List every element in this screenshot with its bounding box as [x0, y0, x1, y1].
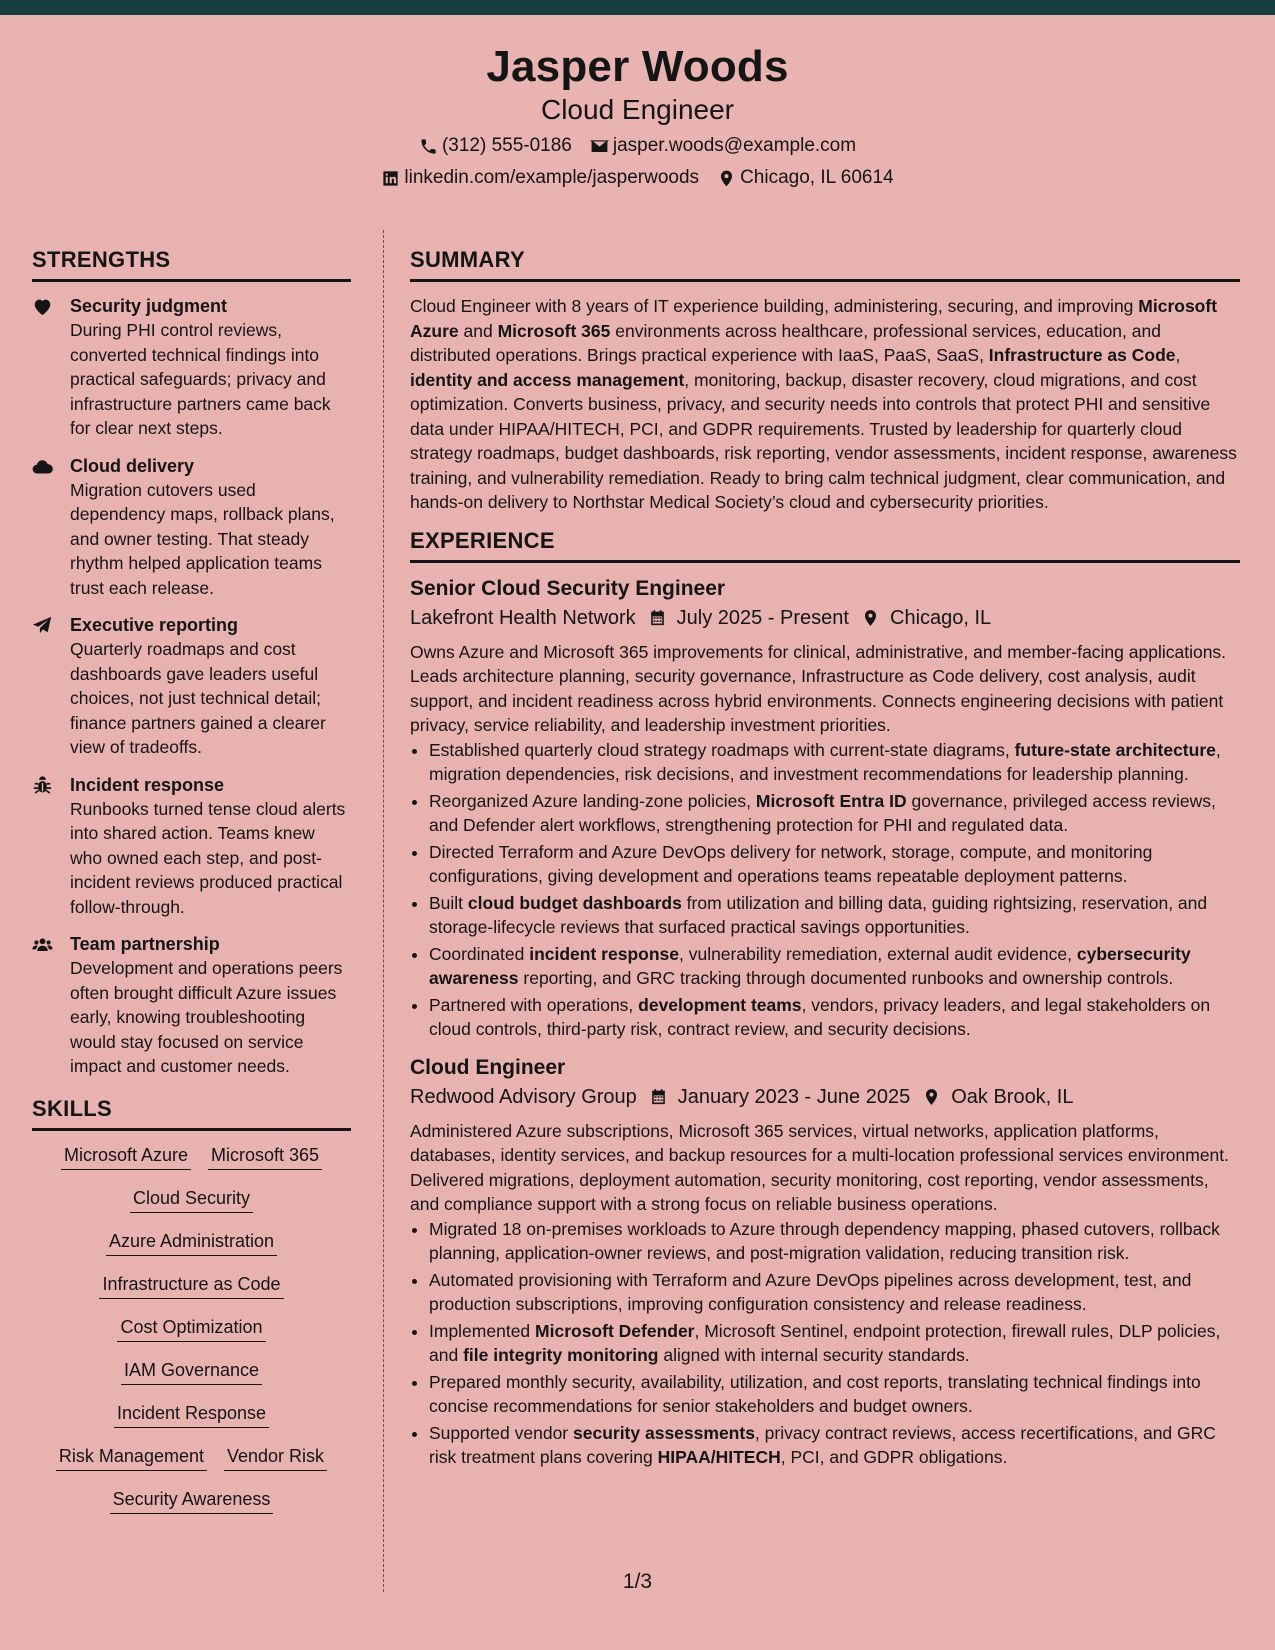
- text-run: Cloud Engineer with 8 years of IT experience building, administering, securing, and improving: [410, 296, 1139, 316]
- job-dates: July 2025 - Present: [676, 606, 849, 629]
- job-title: Cloud Engineer: [410, 1055, 566, 1079]
- strength-description: Runbooks turned tense cloud alerts into shared action. Teams knew who owned each step, and post-incident reviews produced practical follow-through.: [70, 798, 346, 917]
- text-run: aligned with internal security standards.: [658, 1345, 970, 1365]
- calendar-icon: [649, 1087, 668, 1107]
- job-location: Chicago, IL: [890, 606, 992, 629]
- text-run: Built: [429, 892, 468, 913]
- candidate-title: Cloud Engineer: [540, 94, 735, 125]
- linkedin-contact[interactable]: [381, 167, 699, 189]
- bold-phrase: identity and access management: [410, 369, 685, 390]
- skills-heading: SKILLS: [32, 1095, 351, 1131]
- job-meta: [410, 603, 1240, 633]
- company-name: Redwood Advisory Group: [410, 1085, 637, 1108]
- skill-tag: Cost Optimization: [117, 1315, 265, 1342]
- job-bullet: [429, 942, 1240, 991]
- job-bullets: [410, 738, 1240, 1042]
- column-divider: [383, 230, 384, 1592]
- job-bullet: [429, 1217, 1240, 1266]
- text-run: Directed Terraform and Azure DevOps delivery for network, storage, compute, and monitoring configurations, giving development and operations teams repeatable deployment patterns.: [429, 841, 1153, 886]
- text-run: from utilization and billing data, guiding rightsizing, reservation, and storage-lifecycle reviews that surfaced practical savings opportunities.: [429, 892, 1208, 937]
- skill-tag: IAM Governance: [121, 1358, 262, 1385]
- experience-heading: EXPERIENCE: [410, 527, 1240, 563]
- job-meta: [410, 1082, 1240, 1112]
- text-run: , migration dependencies, risk decisions, and investment recommendations for leadership planning.: [429, 739, 1221, 784]
- job-bullet: [429, 1268, 1240, 1317]
- job-bullet: [429, 891, 1240, 940]
- envelope-icon: [590, 137, 609, 156]
- skill-tag: Security Awareness: [110, 1487, 274, 1514]
- text-run: Prepared monthly security, availability, utilization, and cost reports, translating technical findings into concise recommendations for senior stakeholders and budget owners.: [429, 1371, 1201, 1416]
- job-title: Senior Cloud Security Engineer: [410, 576, 726, 600]
- text-run: governance, privileged access reviews, and Defender alert workflows, strengthening protection for PHI and regulated data.: [429, 790, 1216, 835]
- bold-phrase: Microsoft Entra ID: [755, 790, 907, 811]
- skill-row: [32, 1186, 351, 1213]
- right-column: [410, 246, 1240, 1472]
- bold-phrase: cloud budget dashboards: [467, 892, 682, 913]
- text-run: , vulnerability remediation, external audit evidence,: [678, 943, 1077, 964]
- skills-list: [32, 1143, 351, 1514]
- strength-item: [32, 454, 351, 601]
- map-pin-icon: [922, 1087, 941, 1107]
- email-text: jasper.woods@example.com: [612, 135, 857, 156]
- job-dates: January 2023 - June 2025: [677, 1085, 911, 1108]
- bug-icon: [32, 773, 70, 920]
- resume-header: [0, 15, 1275, 205]
- bold-phrase: file integrity monitoring: [463, 1345, 659, 1365]
- job-description: Owns Azure and Microsoft 365 improvements for clinical, administrative, and member-facing applications. Leads architecture planning, security governance, Infrastructure as Code delivery, cost analysis, audit support, and incident readiness across hybrid environments. Connects engineering decisions with patient privacy, service reliability, and leadership investment priorities.: [410, 641, 1227, 735]
- job-bullets: [410, 1217, 1240, 1470]
- contact-row-1: [0, 135, 1275, 157]
- strength-title: Security judgment: [70, 296, 228, 316]
- strength-description: During PHI control reviews, converted technical findings into practical safeguards; privacy and infrastructure partners came back for clear next steps.: [70, 320, 331, 438]
- strength-title: Team partnership: [70, 934, 220, 954]
- text-run: , privacy contract reviews, access recertifications, and GRC risk treatment plans covering: [429, 1422, 1216, 1467]
- bold-phrase: future-state architecture: [1014, 739, 1216, 760]
- text-run: Reorganized Azure landing-zone policies,: [429, 790, 756, 811]
- strength-item: [32, 294, 351, 441]
- skill-row: [32, 1487, 351, 1514]
- skill-row: [32, 1315, 351, 1342]
- calendar-icon: [648, 608, 667, 628]
- strength-title: Incident response: [70, 774, 225, 795]
- bold-phrase: Microsoft 365: [497, 320, 611, 341]
- skill-row: [32, 1358, 351, 1385]
- strength-item: [32, 932, 351, 1079]
- email-contact[interactable]: [590, 135, 856, 157]
- contact-row-2: [0, 167, 1275, 189]
- text-run: Implemented: [429, 1320, 536, 1341]
- linkedin-icon: [381, 169, 400, 188]
- skill-tag: Risk Management: [56, 1444, 207, 1471]
- users-icon: [32, 932, 70, 1079]
- map-pin-icon: [861, 608, 880, 628]
- text-run: Supported vendor: [429, 1422, 573, 1443]
- job-bullet: [429, 789, 1240, 838]
- bold-phrase: development teams: [638, 994, 802, 1015]
- skill-row: [32, 1444, 351, 1471]
- text-run: environments across healthcare, professional services, education, and distributed operations. Brings practical experience with IaaS, PaaS, SaaS,: [410, 320, 1161, 365]
- strength-description: Migration cutovers used dependency maps, rollback plans, and owner testing. That steady rhythm helped application teams trust each release.: [70, 479, 335, 598]
- job-bullet: [429, 1319, 1240, 1368]
- skill-row: [32, 1272, 351, 1299]
- phone-text: (312) 555-0186: [441, 135, 572, 156]
- phone-contact[interactable]: [419, 135, 572, 157]
- bold-phrase: security assessments: [573, 1422, 755, 1443]
- job-bullet: [429, 1421, 1240, 1470]
- bold-phrase: cybersecurity awareness: [429, 943, 1191, 988]
- experience-list: [410, 575, 1240, 1470]
- job-bullet: [429, 993, 1240, 1042]
- text-run: and: [458, 320, 498, 341]
- page-number: 1/3: [622, 1570, 653, 1593]
- top-accent-bar: [0, 0, 1275, 15]
- skill-row: [32, 1229, 351, 1256]
- skill-tag: Incident Response: [114, 1401, 269, 1428]
- heart-icon: [32, 294, 70, 441]
- summary-text: [410, 294, 1240, 515]
- job-bullet: [429, 840, 1240, 889]
- job-bullet: [429, 1370, 1240, 1419]
- bold-phrase: Microsoft Defender: [535, 1320, 695, 1341]
- job-entry: [410, 1054, 1240, 1470]
- location-contact: [717, 167, 894, 189]
- text-run: , monitoring, backup, disaster recovery, cloud migrations, and cost optimization. Converts business, privacy, and security needs into controls that protect PHI and sensitive data under HIPAA/HITECH, PCI, and GDPR requirements. Trusted by leadership for quarterly cloud strategy roadmaps, budget dashboards, risk reporting, vendor assessments, incident response, awareness training, and vulnerability remediation. Ready to bring calm technical judgment, clear communication, and hands-on delivery to Northstar Medical Society’s cloud and cybersecurity priorities.: [410, 369, 1237, 512]
- job-entry: [410, 575, 1240, 1042]
- paper-plane-icon: [32, 613, 70, 760]
- skill-tag: Azure Administration: [106, 1229, 277, 1256]
- phone-icon: [419, 137, 438, 156]
- skill-tag: Vendor Risk: [224, 1444, 327, 1471]
- text-run: reporting, and GRC tracking through documented runbooks and ownership controls.: [518, 968, 1174, 988]
- text-run: Established quarterly cloud strategy roadmaps with current-state diagrams,: [429, 739, 1015, 760]
- text-run: ,: [1175, 345, 1181, 365]
- summary-heading: SUMMARY: [410, 246, 1240, 282]
- job-location: Oak Brook, IL: [951, 1085, 1074, 1108]
- strength-item: [32, 773, 351, 920]
- skill-tag: Infrastructure as Code: [99, 1272, 283, 1299]
- left-column: [32, 246, 351, 1530]
- skill-row: [32, 1401, 351, 1428]
- cloud-icon: [32, 454, 70, 601]
- text-run: , vendors, privacy leaders, and legal stakeholders on cloud controls, third-party risk, contract review, and security decisions.: [429, 994, 1211, 1039]
- skill-tag: Microsoft 365: [208, 1143, 322, 1170]
- text-run: , Microsoft Sentinel, endpoint protection, firewall rules, DLP policies, and: [429, 1320, 1221, 1365]
- location-text: Chicago, IL 60614: [740, 167, 894, 188]
- strength-title: Executive reporting: [70, 615, 239, 635]
- linkedin-text: linkedin.com/example/jasperwoods: [404, 167, 700, 188]
- text-run: Automated provisioning with Terraform and Azure DevOps pipelines across development, test, and production subscriptions, improving configuration consistency and release readiness.: [429, 1269, 1192, 1314]
- bold-phrase: Infrastructure as Code: [988, 345, 1176, 365]
- skill-tag: Microsoft Azure: [61, 1143, 191, 1170]
- strength-description: Quarterly roadmaps and cost dashboards gave leaders useful choices, not just technical detail; finance partners gained a clearer view of tradeoffs.: [70, 639, 326, 757]
- bold-phrase: HIPAA/HITECH: [657, 1447, 781, 1467]
- strength-item: [32, 613, 351, 760]
- job-bullet: [429, 738, 1240, 787]
- strength-title: Cloud delivery: [70, 455, 195, 476]
- text-run: Coordinated: [429, 943, 530, 964]
- candidate-name: Jasper Woods: [486, 42, 789, 91]
- bold-phrase: incident response: [529, 943, 679, 964]
- skill-row: [32, 1143, 351, 1170]
- skill-tag: Cloud Security: [130, 1186, 253, 1213]
- text-run: Partnered with operations,: [429, 994, 639, 1015]
- text-run: Migrated 18 on-premises workloads to Azure through dependency mapping, phased cutovers, rollback planning, application-owner reviews, and post-migration validation, reducing transition risk.: [429, 1218, 1220, 1263]
- strengths-list: [32, 294, 351, 1079]
- bold-phrase: Microsoft Azure: [410, 296, 1218, 341]
- map-pin-icon: [717, 169, 736, 188]
- text-run: , PCI, and GDPR obligations.: [780, 1447, 1008, 1467]
- job-description: Administered Azure subscriptions, Microsoft 365 services, virtual networks, application platforms, databases, identity services, and backup resources for a multi-location professional services environment. Delivered migrations, deployment automation, security monitoring, cost reporting, vendor assessments, and compliance support with a strong focus on reliable business operations.: [410, 1120, 1230, 1214]
- company-name: Lakefront Health Network: [410, 606, 636, 629]
- strength-description: Development and operations peers often brought difficult Azure issues early, knowing troubleshooting would stay focused on service impact and customer needs.: [70, 958, 343, 1076]
- strengths-heading: STRENGTHS: [32, 246, 351, 282]
